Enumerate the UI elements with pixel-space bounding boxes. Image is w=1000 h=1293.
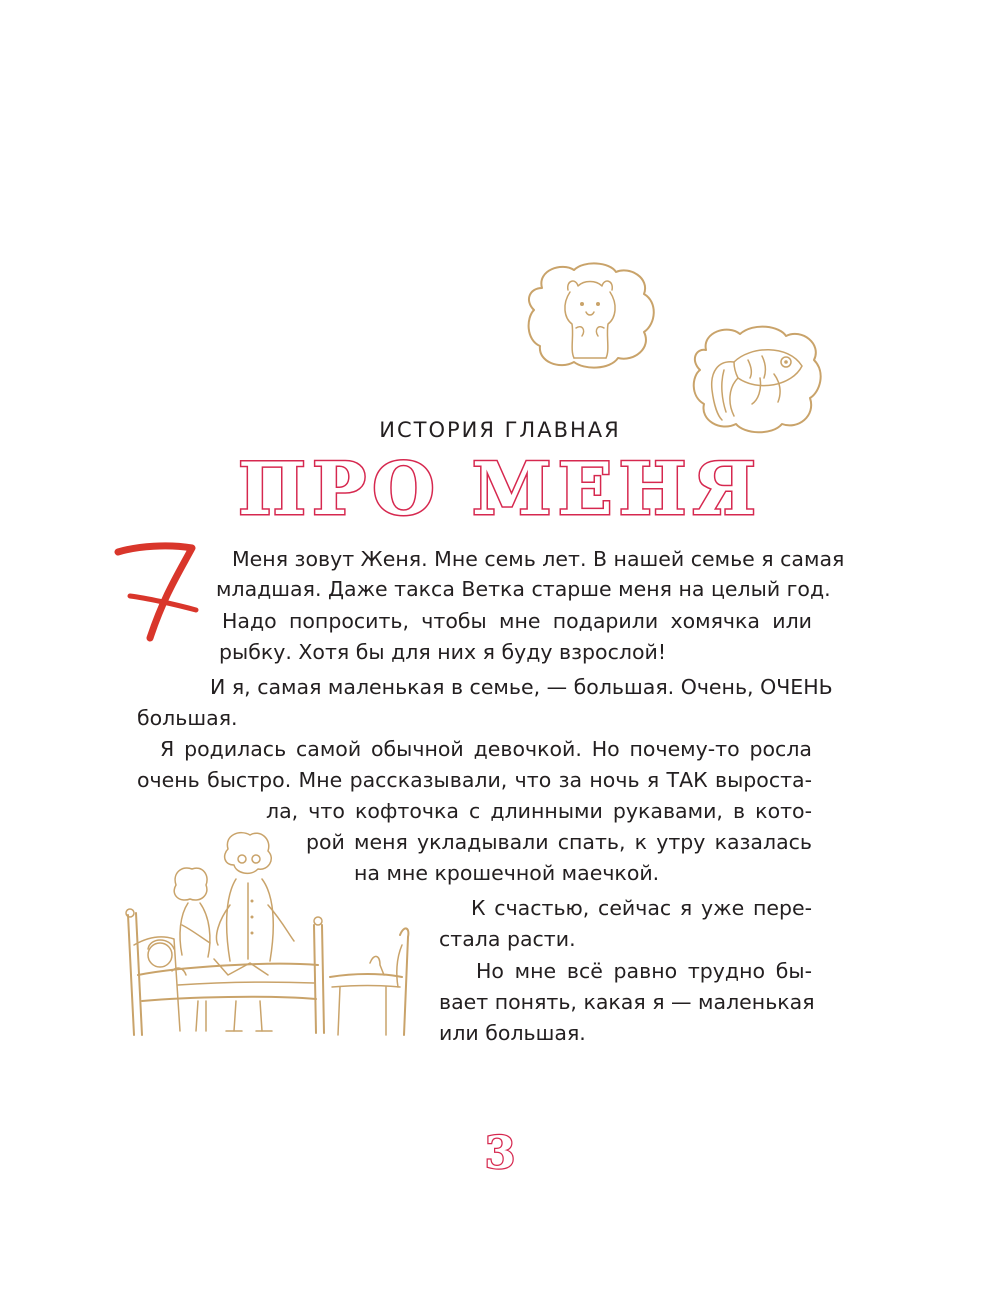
text-line: Но мне всё равно трудно бы- <box>476 959 812 983</box>
page-number <box>0 1128 1000 1179</box>
text-line: стала расти. <box>439 927 576 951</box>
text-line: ла, что кофточка с длинными рукавами, в кото- <box>266 799 812 823</box>
text-line: рой меня укладывали спать, к утру казалась <box>306 830 812 854</box>
drop-cap-text: 7 <box>112 534 113 535</box>
bedroom-family-illustration <box>118 825 418 1050</box>
text-line: Я родилась самой обычной девочкой. Но почему-то росла <box>160 737 812 761</box>
text-line: или большая. <box>439 1021 586 1045</box>
story-title <box>0 446 1000 531</box>
text-line: очень быстро. Мне рассказывали, что за ночь я ТАК выроста- <box>137 768 812 792</box>
drop-cap-seven <box>112 534 202 644</box>
text-line: Меня зовут Женя. Мне семь лет. В нашей семье я самая <box>232 547 845 571</box>
text-line: на мне крошечной маечкой. <box>354 861 660 885</box>
text-line: большая. <box>137 706 238 730</box>
text-line: К счастью, сейчас я уже пере- <box>471 896 812 920</box>
story-subtitle: ИСТОРИЯ ГЛАВНАЯ <box>379 418 621 442</box>
text-line: вает понять, какая я — маленькая <box>439 990 815 1014</box>
text-line: рыбку. Хотя бы для них я буду взрослой! <box>219 640 667 664</box>
story-title-text: ПРО МЕНЯ <box>237 446 762 531</box>
page-number-text: 3 <box>484 1128 516 1179</box>
text-line: младшая. Даже такса Ветка старше меня на целый год. <box>216 577 831 601</box>
hamster-icon <box>522 258 662 373</box>
text-line: Надо попросить, чтобы мне подарили хомячка или <box>222 609 812 633</box>
text-line: И я, самая маленькая в семье, — большая. Очень, ОЧЕНЬ <box>210 675 833 699</box>
